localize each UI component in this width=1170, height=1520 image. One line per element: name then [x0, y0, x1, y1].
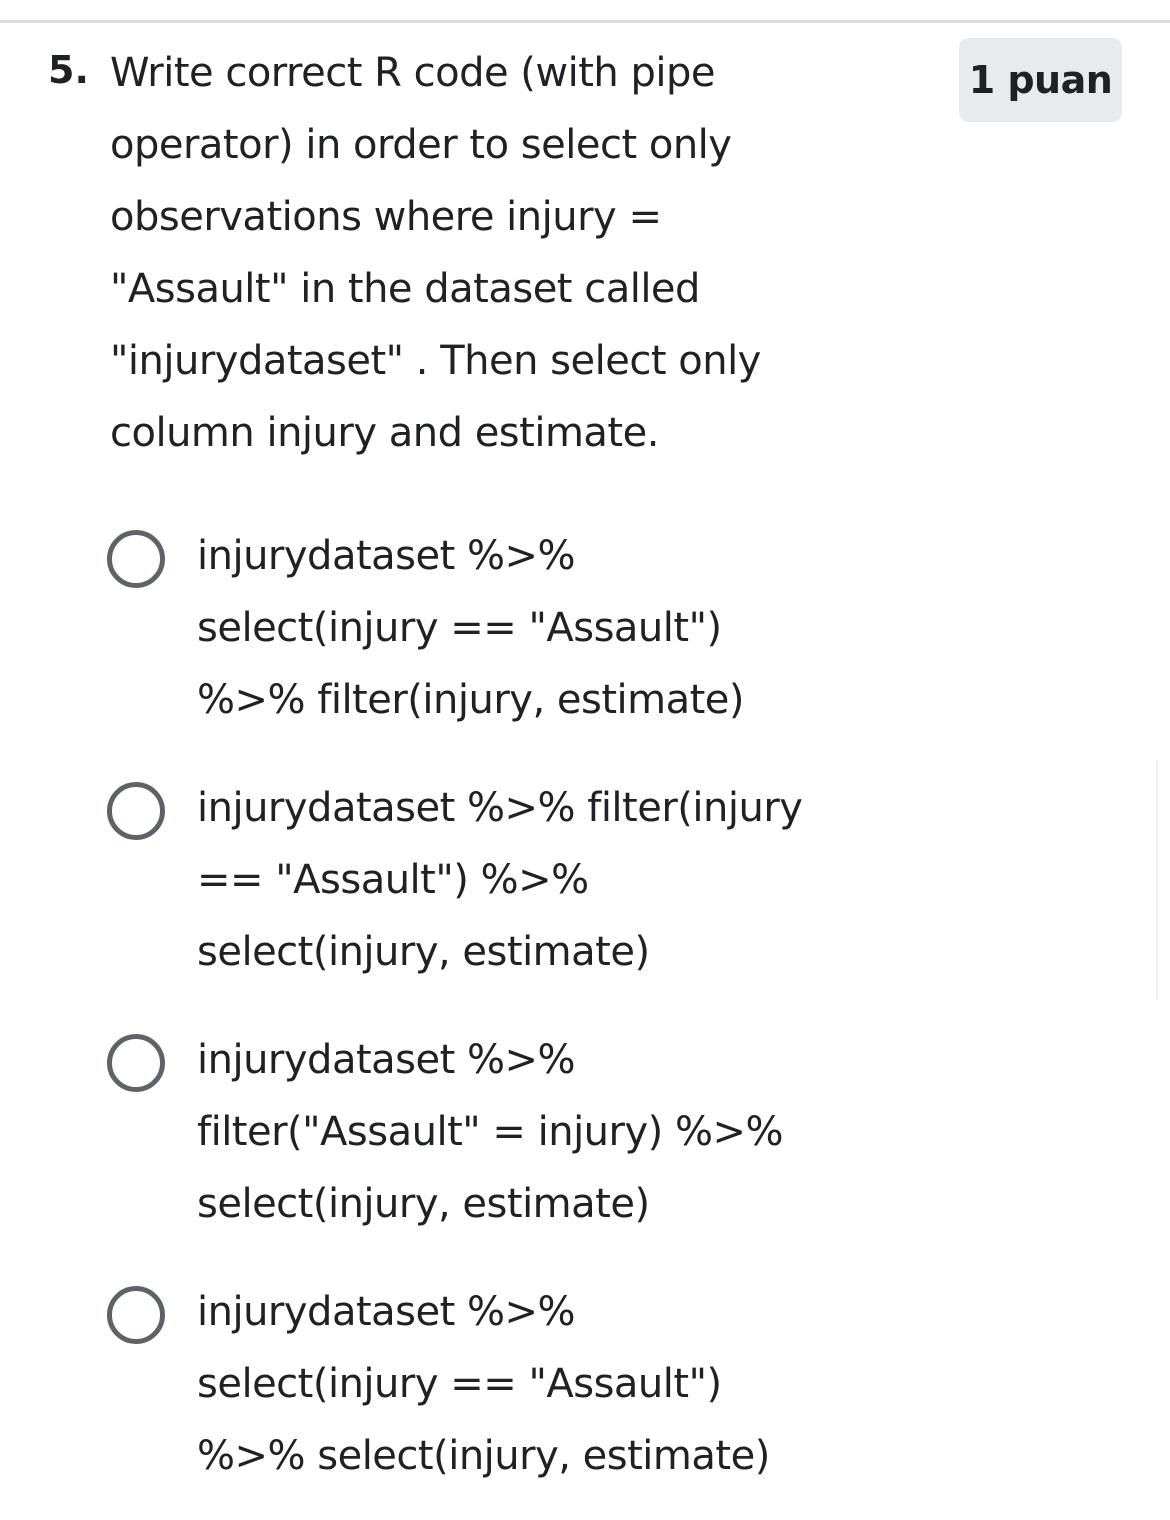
scrollbar-track[interactable] [1156, 760, 1158, 1000]
option-label[interactable]: injurydataset %>% select(injury == "Assault") %>% filter(injury, estimate) [197, 533, 744, 723]
option-label[interactable]: injurydataset %>% select(injury == "Assault") %>% select(injury, estimate) [197, 1289, 770, 1479]
option-label[interactable]: injurydataset %>% filter(injury == "Assault") %>% select(injury, estimate) [197, 785, 803, 975]
radio-button-icon[interactable] [107, 782, 165, 840]
option-label[interactable]: injurydataset %>% filter("Assault" = injury) %>% select(injury, estimate) [197, 1037, 783, 1227]
radio-button-icon[interactable] [107, 1286, 165, 1344]
radio-button-icon[interactable] [107, 530, 165, 588]
question-number: 5. [48, 48, 89, 92]
option-c[interactable] [104, 1011, 864, 1231]
option-d[interactable] [104, 1263, 864, 1483]
radio-button-icon[interactable] [107, 1034, 165, 1092]
points-badge: 1 puan [959, 38, 1122, 122]
question-text: Write correct R code (with pipe operator) in order to select only observations where injury = "Assault" in the dataset called "injurydataset" . Then select only column injury and estimate. [110, 50, 761, 456]
option-a[interactable] [104, 507, 864, 727]
option-b[interactable] [104, 759, 864, 979]
